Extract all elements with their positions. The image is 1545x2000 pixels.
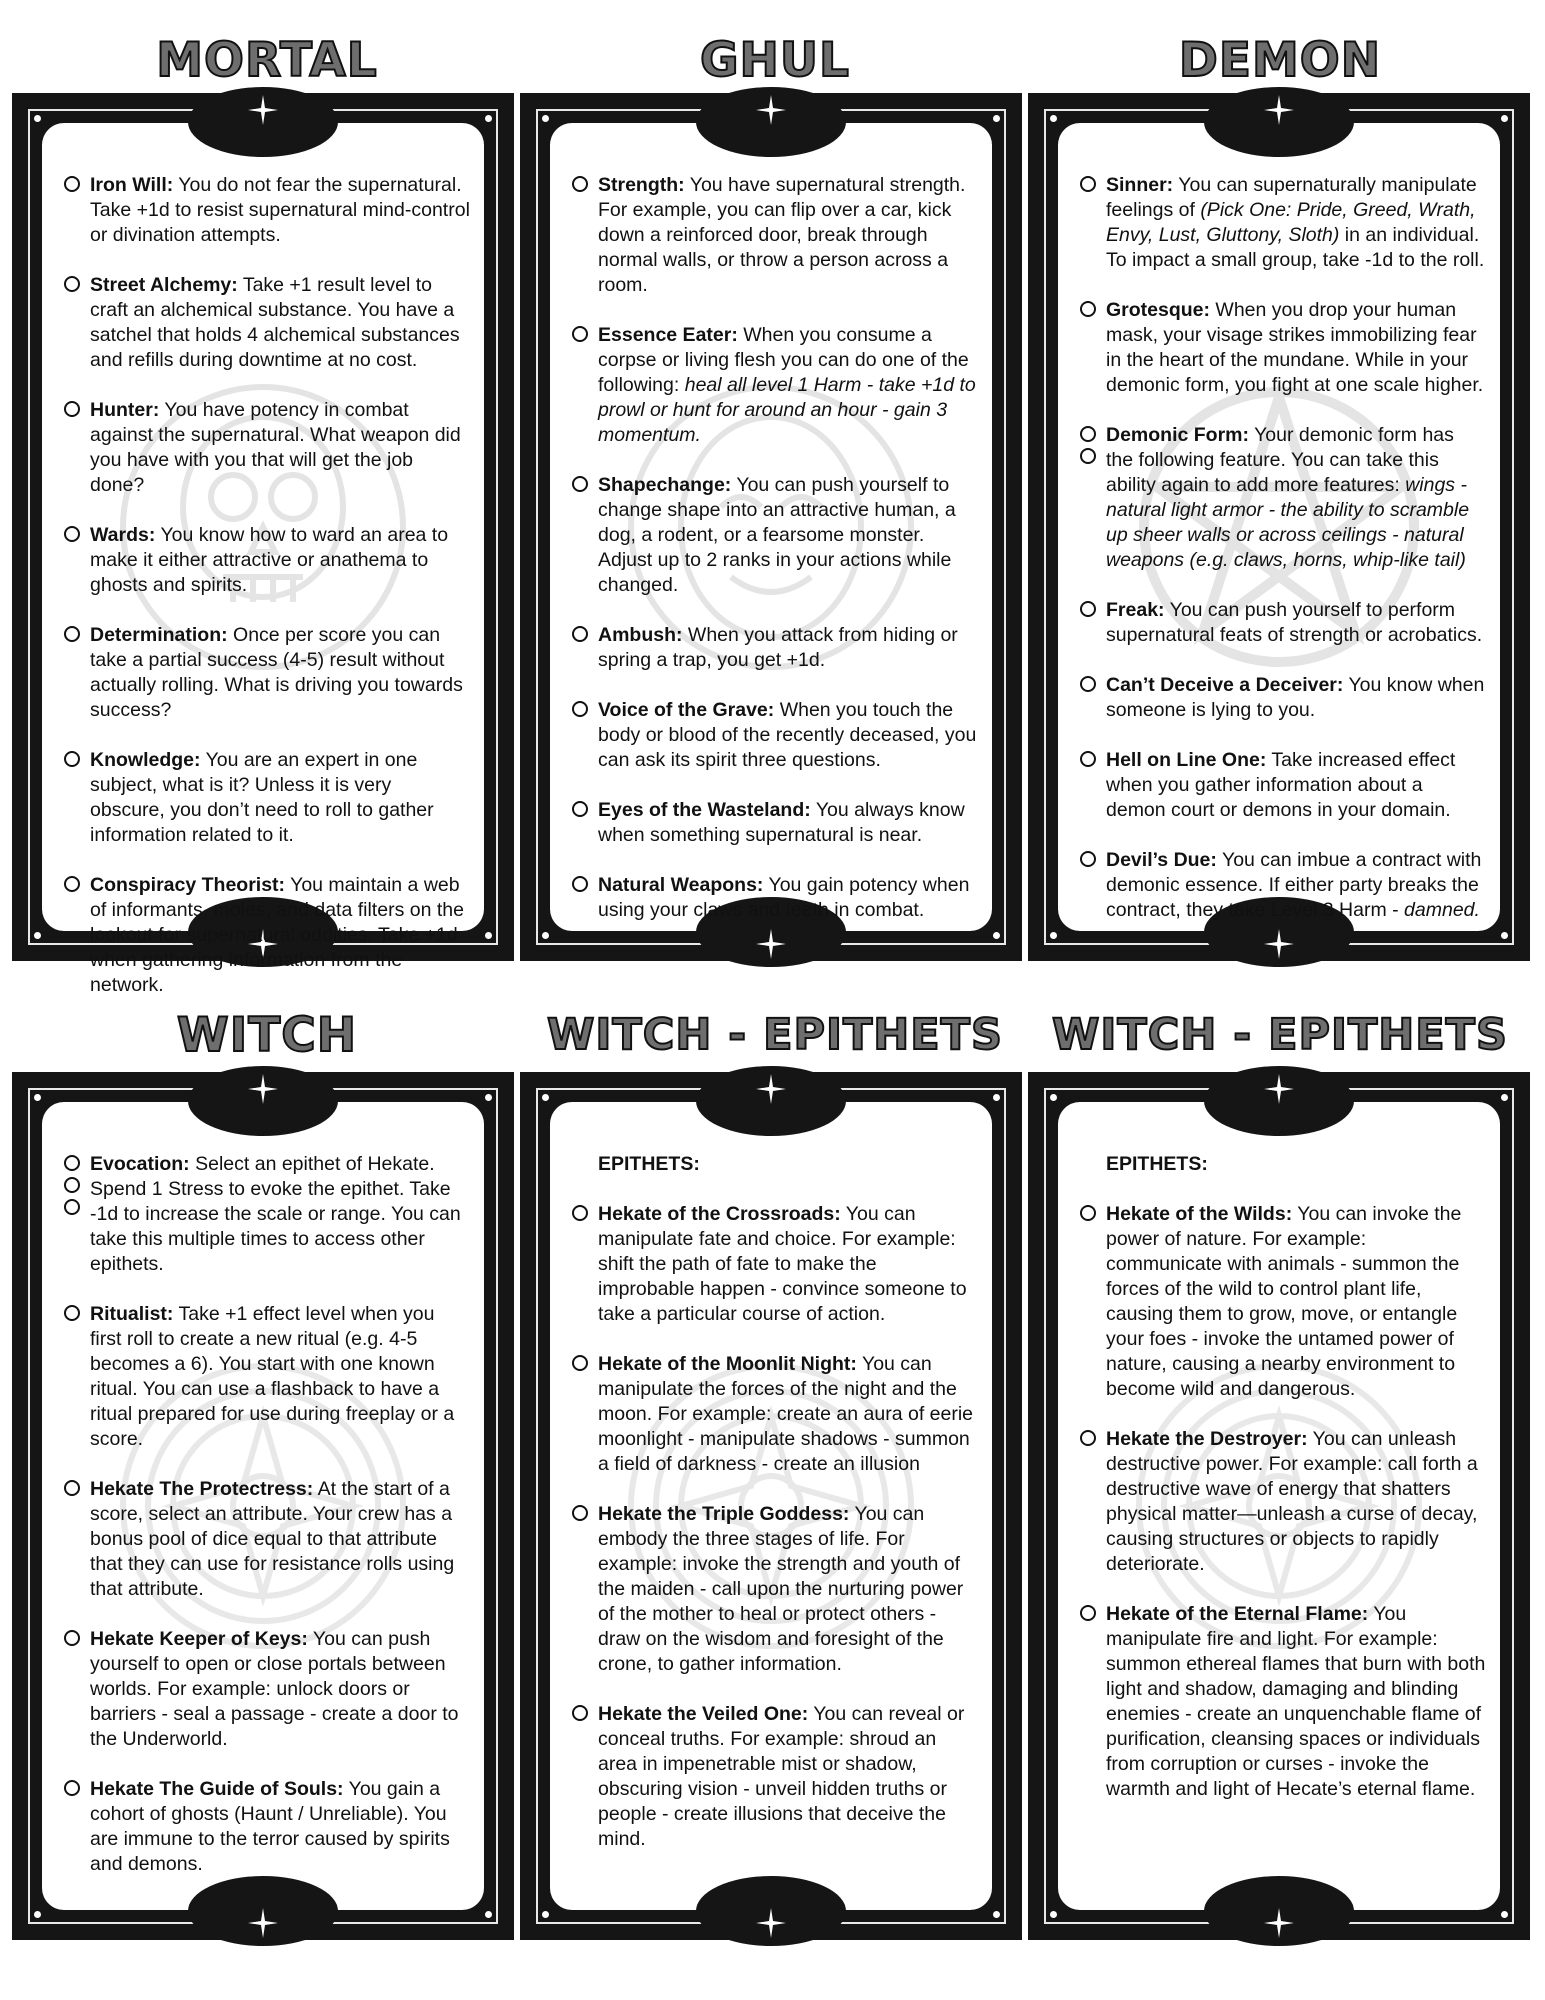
checkbox-group	[64, 401, 80, 417]
ability-checkbox[interactable]	[1080, 1430, 1096, 1446]
corner-dot	[1050, 1911, 1057, 1918]
ability-name: Essence Eater:	[598, 324, 738, 346]
ability-checkbox[interactable]	[64, 1177, 80, 1193]
ability-name: Shapechange:	[598, 474, 732, 496]
ability-item	[62, 1302, 470, 1452]
ability-text: You do not fear the supernatural. Take +1d to resist supernatural mind-control or divination attempts.	[90, 174, 470, 246]
ability-item	[570, 873, 978, 923]
ability-checkbox[interactable]	[572, 176, 588, 192]
ability-item	[1078, 1602, 1486, 1802]
checkbox-group	[572, 1205, 588, 1221]
checkbox-group	[64, 1630, 80, 1646]
checkbox-group	[64, 1780, 80, 1796]
ability-item	[62, 623, 470, 723]
ability-checkbox[interactable]	[1080, 301, 1096, 317]
ability-name: Hekate of the Eternal Flame:	[1106, 1603, 1369, 1625]
ability-checkbox[interactable]	[1080, 601, 1096, 617]
ability-item	[62, 748, 470, 848]
ability-name: Hunter:	[90, 399, 160, 421]
star-icon	[248, 95, 278, 125]
corner-dot	[1501, 1094, 1508, 1101]
ability-name: Knowledge:	[90, 749, 201, 771]
ability-text: When you attack from hiding or spring a trap, you get +1d.	[598, 624, 958, 671]
corner-dot	[34, 1094, 41, 1101]
ability-checkbox[interactable]	[64, 1480, 80, 1496]
ability-checkbox[interactable]	[1080, 1205, 1096, 1221]
ability-name: Hell on Line One:	[1106, 749, 1267, 771]
ability-text: Select an epithet of Hekate. Spend 1 Stress to evoke the epithet. Take -1d to increase the scale or range. You can take this multiple times to access other epithets.	[90, 1153, 461, 1275]
ability-checkbox[interactable]	[64, 1630, 80, 1646]
ability-name: Voice of the Grave:	[598, 699, 775, 721]
ability-name: Evocation:	[90, 1153, 190, 1175]
ability-name: Hekate The Guide of Souls:	[90, 1778, 344, 1800]
ability-text: You can manipulate fate and choice. For example: shift the path of fate to make the improbable happen - convince someone to take a particular course of action.	[598, 1203, 967, 1325]
ability-item	[1078, 598, 1486, 648]
checkbox-group	[572, 626, 588, 642]
ability-list	[1078, 173, 1486, 948]
card-demon	[1028, 93, 1530, 961]
checkbox-group	[64, 276, 80, 292]
ability-checkbox[interactable]	[572, 1205, 588, 1221]
corner-dot	[542, 1094, 549, 1101]
ability-italic-text: damned.	[1404, 899, 1480, 921]
ability-text: Take +1 effect level when you first roll to create a new ritual (e.g. 4-5 becomes a 6). You start with one known ritual. You can use a flashback to have a ritual prepared for use during freeplay or a score.	[90, 1303, 455, 1450]
checkbox-group	[572, 1505, 588, 1521]
ability-name: Sinner:	[1106, 174, 1174, 196]
ability-checkbox[interactable]	[64, 1780, 80, 1796]
card-witch-epithets-2	[1028, 1072, 1530, 1940]
ability-name: Strength:	[598, 174, 685, 196]
checkbox-group	[64, 1480, 80, 1496]
ability-item	[62, 1477, 470, 1602]
star-icon	[756, 1908, 786, 1938]
checkbox-group	[1080, 601, 1096, 617]
ability-checkbox[interactable]	[64, 401, 80, 417]
star-icon	[756, 95, 786, 125]
checkbox-group	[1080, 176, 1096, 192]
star-icon	[1264, 95, 1294, 125]
checkbox-group	[64, 876, 80, 892]
ability-checkbox[interactable]	[64, 751, 80, 767]
star-icon	[248, 1074, 278, 1104]
ability-text: You gain potency when using your claws and teeth in combat.	[598, 874, 970, 921]
card-ghul	[520, 93, 1022, 961]
ability-text: You have supernatural strength. For example, you can flip over a car, kick down a reinforced door, break through normal walls, or throw a person across a room.	[598, 174, 966, 296]
ability-item	[570, 1202, 978, 1327]
ability-name: Determination:	[90, 624, 228, 646]
checkbox-group	[1080, 426, 1096, 464]
ability-item	[570, 1502, 978, 1677]
ability-name: Hekate Keeper of Keys:	[90, 1628, 308, 1650]
ability-item	[570, 623, 978, 673]
corner-dot	[1501, 115, 1508, 122]
checkbox-group	[1080, 301, 1096, 317]
ability-checkbox[interactable]	[64, 176, 80, 192]
ability-name: Hekate the Triple Goddess:	[598, 1503, 850, 1525]
ability-checkbox[interactable]	[572, 1705, 588, 1721]
card-title-witch-epithets-1: WITCH - EPITHETS	[547, 1010, 1003, 1060]
ability-name: Hekate of the Moonlit Night:	[598, 1353, 857, 1375]
checkbox-group	[1080, 1205, 1096, 1221]
ability-item	[1078, 848, 1486, 923]
ability-item	[1078, 423, 1486, 573]
ability-name: Grotesque:	[1106, 299, 1211, 321]
ability-item	[1078, 748, 1486, 823]
ability-checkbox[interactable]	[572, 1505, 588, 1521]
ability-name: Ambush:	[598, 624, 683, 646]
checkbox-group	[64, 626, 80, 642]
ability-name: Can’t Deceive a Deceiver:	[1106, 674, 1344, 696]
card-panel	[550, 1102, 992, 1910]
checkbox-group	[1080, 851, 1096, 867]
checkbox-group	[64, 1155, 80, 1215]
corner-dot	[542, 932, 549, 939]
ability-checkbox[interactable]	[64, 276, 80, 292]
ability-item	[570, 323, 978, 448]
ability-name: Natural Weapons:	[598, 874, 764, 896]
ability-list	[1078, 1152, 1486, 1827]
ability-text: When you consume a corpse or living flesh you can do one of the following:	[598, 324, 969, 396]
ability-text: At the start of a score, select an attribute. Your crew has a bonus pool of dice equal to that attribute that they can use for resistance rolls using that attribute.	[90, 1478, 455, 1600]
ability-item	[1078, 298, 1486, 398]
ability-text: You have potency in combat against the supernatural. What weapon did you have with you that will get the job done?	[90, 399, 461, 496]
ability-text: You can invoke the power of nature. For example: communicate with animals - summon the forces of the wild to control plant life, causing them to grow, move, or entangle your foes - invoke the untamed power of nature, causing a nearby environment to become wild and dangerous.	[1106, 1203, 1462, 1400]
checkbox-group	[572, 801, 588, 817]
ability-item	[62, 873, 470, 998]
ability-text: Take increased effect when you gather information about a demon court or demons in your domain.	[1106, 749, 1456, 821]
ability-checkbox[interactable]	[572, 626, 588, 642]
ability-text: You can imbue a contract with demonic essence. If either party breaks the contract, they take Level 3 Harm -	[1106, 849, 1482, 921]
ability-text: You can unleash destructive power. For example: call forth a destructive wave of energy that shatters physical matter—unleash a curse of decay, causing structures or objects to rapidly deteriorate.	[1106, 1428, 1478, 1575]
card-panel	[42, 1102, 484, 1910]
ability-text: You can push yourself to change shape into an attractive human, a dog, a rodent, or a fearsome monster. Adjust up to 2 ranks in your actions while changed.	[598, 474, 956, 596]
card-panel	[1058, 1102, 1500, 1910]
ability-item	[62, 173, 470, 248]
epithets-heading: EPITHETS:	[1106, 1153, 1208, 1175]
corner-dot	[993, 1094, 1000, 1101]
ability-checkbox[interactable]	[572, 801, 588, 817]
ability-text: You can embody the three stages of life. For example: invoke the strength and youth of the maiden - call upon the nurturing power of the mother to heal or protect others - draw on the wisdom and foresight of the crone, to gather information.	[598, 1503, 964, 1675]
ability-item	[62, 1627, 470, 1752]
card-title-mortal: MORTAL	[156, 32, 378, 88]
ability-list	[62, 1152, 470, 1902]
ability-item	[570, 798, 978, 848]
ability-text: You can reveal or conceal truths. For example: shroud an area in impenetrable mist or shadow, obscuring vision - unveil hidden truths or people - create illusions that deceive the mind.	[598, 1703, 965, 1850]
ability-item	[570, 473, 978, 598]
ability-name: Hekate of the Wilds:	[1106, 1203, 1293, 1225]
card-panel	[550, 123, 992, 931]
ability-item	[1078, 1202, 1486, 1402]
corner-dot	[1501, 932, 1508, 939]
card-panel	[42, 123, 484, 996]
checkbox-group	[572, 876, 588, 892]
ability-checkbox[interactable]	[1080, 851, 1096, 867]
ability-text: You can push yourself to perform supernatural feats of strength or acrobatics.	[1106, 599, 1483, 646]
card-panel	[1058, 123, 1500, 931]
ability-checkbox[interactable]	[572, 876, 588, 892]
ability-name: Ritualist:	[90, 1303, 174, 1325]
ability-name: Hekate the Veiled One:	[598, 1703, 809, 1725]
card-witch-epithets-1	[520, 1072, 1022, 1940]
checkbox-group	[64, 751, 80, 767]
ability-checkbox[interactable]	[64, 1155, 80, 1171]
card-title-witch-epithets-2: WITCH - EPITHETS	[1052, 1010, 1508, 1060]
ability-italic-text: wings - natural light armor - the ability to scramble up sheer walls or across ceilings - natural weapons (e.g. claws, horns, whip-like tail)	[1106, 474, 1470, 571]
ability-item	[62, 523, 470, 598]
checkbox-group	[572, 326, 588, 342]
ability-text: You can push yourself to open or close portals between worlds. For example: unlock doors or barriers - seal a passage - create a door to the Underworld.	[90, 1628, 459, 1750]
ability-item	[1078, 173, 1486, 273]
star-icon	[1264, 1908, 1294, 1938]
ability-text: Your demonic form has the following feature. You can take this ability again to add more features:	[1106, 424, 1454, 496]
ability-checkbox[interactable]	[572, 701, 588, 717]
ability-item	[1078, 1427, 1486, 1577]
ability-text: When you drop your human mask, your visage strikes immobilizing fear in the heart of the mundane. While in your demonic form, you fight at one scale higher.	[1106, 299, 1484, 396]
ability-text: You gain a cohort of ghosts (Haunt / Unreliable). You are immune to the terror caused by spirits and demons.	[90, 1778, 450, 1875]
checkbox-group	[1080, 751, 1096, 767]
corner-dot	[34, 1911, 41, 1918]
corner-dot	[485, 115, 492, 122]
checkbox-group	[1080, 1605, 1096, 1621]
ability-item	[62, 398, 470, 498]
ability-name: Wards:	[90, 524, 156, 546]
card-witch	[12, 1072, 514, 1940]
corner-dot	[485, 1911, 492, 1918]
ability-text: You are an expert in one subject, what is it? Unless it is very obscure, you don’t need to roll to gather information related to it.	[90, 749, 434, 846]
ability-checkbox[interactable]	[572, 326, 588, 342]
ability-text: You know when someone is lying to you.	[1106, 674, 1485, 721]
ability-item	[1078, 673, 1486, 723]
ability-text: You maintain a web of informants, moles, and data filters on the lookout for supernatural oddities. Take +1d when gathering information from the network.	[90, 874, 464, 996]
checkbox-group	[64, 1305, 80, 1321]
ability-text: Take +1 result level to craft an alchemical substance. You have a satchel that holds 4 alchemical substances and refills during downtime at no cost.	[90, 274, 460, 371]
corner-dot	[485, 1094, 492, 1101]
card-mortal	[12, 93, 514, 996]
star-icon	[1264, 1074, 1294, 1104]
ability-item	[62, 1152, 470, 1277]
ability-italic-text: heal all level 1 Harm - take +1d to prowl or hunt for around an hour - gain 3 momentum.	[598, 374, 976, 446]
ability-checkbox[interactable]	[1080, 176, 1096, 192]
ability-name: Hekate of the Crossroads:	[598, 1203, 841, 1225]
ability-item	[570, 1352, 978, 1477]
ability-item	[570, 173, 978, 298]
ability-text-tail: in an individual. To impact a small group, take -1d to the roll.	[1106, 224, 1485, 271]
ability-name: Conspiracy Theorist:	[90, 874, 286, 896]
checkbox-group	[572, 1705, 588, 1721]
star-icon	[248, 1908, 278, 1938]
ability-checkbox[interactable]	[64, 526, 80, 542]
ability-checkbox[interactable]	[572, 476, 588, 492]
ability-name: Freak:	[1106, 599, 1165, 621]
ability-checkbox[interactable]	[1080, 751, 1096, 767]
ability-list	[570, 173, 978, 948]
ability-checkbox[interactable]	[64, 1305, 80, 1321]
checkbox-group	[64, 526, 80, 542]
corner-dot	[993, 1911, 1000, 1918]
epithets-heading: EPITHETS:	[598, 1153, 700, 1175]
corner-dot	[1050, 1094, 1057, 1101]
ability-text: You can manipulate the forces of the night and the moon. For example: create an aura of eerie moonlight - manipulate shadows - summon a field of darkness - create an illusion	[598, 1353, 974, 1475]
ability-list	[570, 1152, 978, 1877]
ability-name: Hekate the Destroyer:	[1106, 1428, 1308, 1450]
ability-text: When you touch the body or blood of the recently deceased, you can ask its spirit three questions.	[598, 699, 977, 771]
ability-checkbox[interactable]	[64, 626, 80, 642]
star-icon	[756, 1074, 786, 1104]
ability-checkbox[interactable]	[1080, 1605, 1096, 1621]
ability-checkbox[interactable]	[1080, 676, 1096, 692]
ability-text: You always know when something supernatural is near.	[598, 799, 965, 846]
ability-name: Iron Will:	[90, 174, 174, 196]
card-title-ghul: GHUL	[699, 32, 851, 88]
ability-checkbox[interactable]	[1080, 448, 1096, 464]
corner-dot	[542, 115, 549, 122]
ability-name: Demonic Form:	[1106, 424, 1250, 446]
checkbox-group	[1080, 676, 1096, 692]
ability-item	[62, 1777, 470, 1877]
corner-dot	[993, 115, 1000, 122]
ability-italic-text: (Pick One: Pride, Greed, Wrath, Envy, Lust, Gluttony, Sloth)	[1106, 199, 1476, 246]
corner-dot	[1050, 932, 1057, 939]
corner-dot	[485, 932, 492, 939]
ability-name: Eyes of the Wasteland:	[598, 799, 811, 821]
ability-item	[570, 1702, 978, 1852]
checkbox-group	[572, 476, 588, 492]
card-title-witch: WITCH	[176, 1007, 358, 1063]
corner-dot	[993, 932, 1000, 939]
ability-checkbox[interactable]	[572, 1355, 588, 1371]
corner-dot	[1050, 115, 1057, 122]
ability-checkbox[interactable]	[64, 876, 80, 892]
ability-text: You know how to ward an area to make it either attractive or anathema to ghosts and spirits.	[90, 524, 449, 596]
ability-name: Hekate The Protectress:	[90, 1478, 314, 1500]
corner-dot	[1501, 1911, 1508, 1918]
corner-dot	[542, 1911, 549, 1918]
checkbox-group	[572, 701, 588, 717]
checkbox-group	[64, 176, 80, 192]
checkbox-group	[572, 176, 588, 192]
checkbox-group	[572, 1355, 588, 1371]
ability-text: Once per score you can take a partial success (4-5) result without actually rolling. What is driving you towards success?	[90, 624, 463, 721]
corner-dot	[34, 932, 41, 939]
ability-text: You can supernaturally manipulate feelings of	[1106, 174, 1477, 221]
ability-text: You manipulate fire and light. For example: summon ethereal flames that burn with both light and shadow, damaging and blinding enemies - create an unquenchable flame of purification, cleansing spaces or individuals from corruption or curses - invoke the warmth and light of Hecate’s eternal flame.	[1106, 1603, 1486, 1800]
ability-name: Street Alchemy:	[90, 274, 238, 296]
ability-checkbox[interactable]	[1080, 426, 1096, 442]
ability-list	[62, 173, 470, 1023]
ability-item	[62, 273, 470, 373]
ability-checkbox[interactable]	[64, 1199, 80, 1215]
corner-dot	[34, 115, 41, 122]
card-title-demon: DEMON	[1178, 32, 1382, 88]
ability-name: Devil’s Due:	[1106, 849, 1217, 871]
checkbox-group	[1080, 1430, 1096, 1446]
ability-item	[570, 698, 978, 773]
